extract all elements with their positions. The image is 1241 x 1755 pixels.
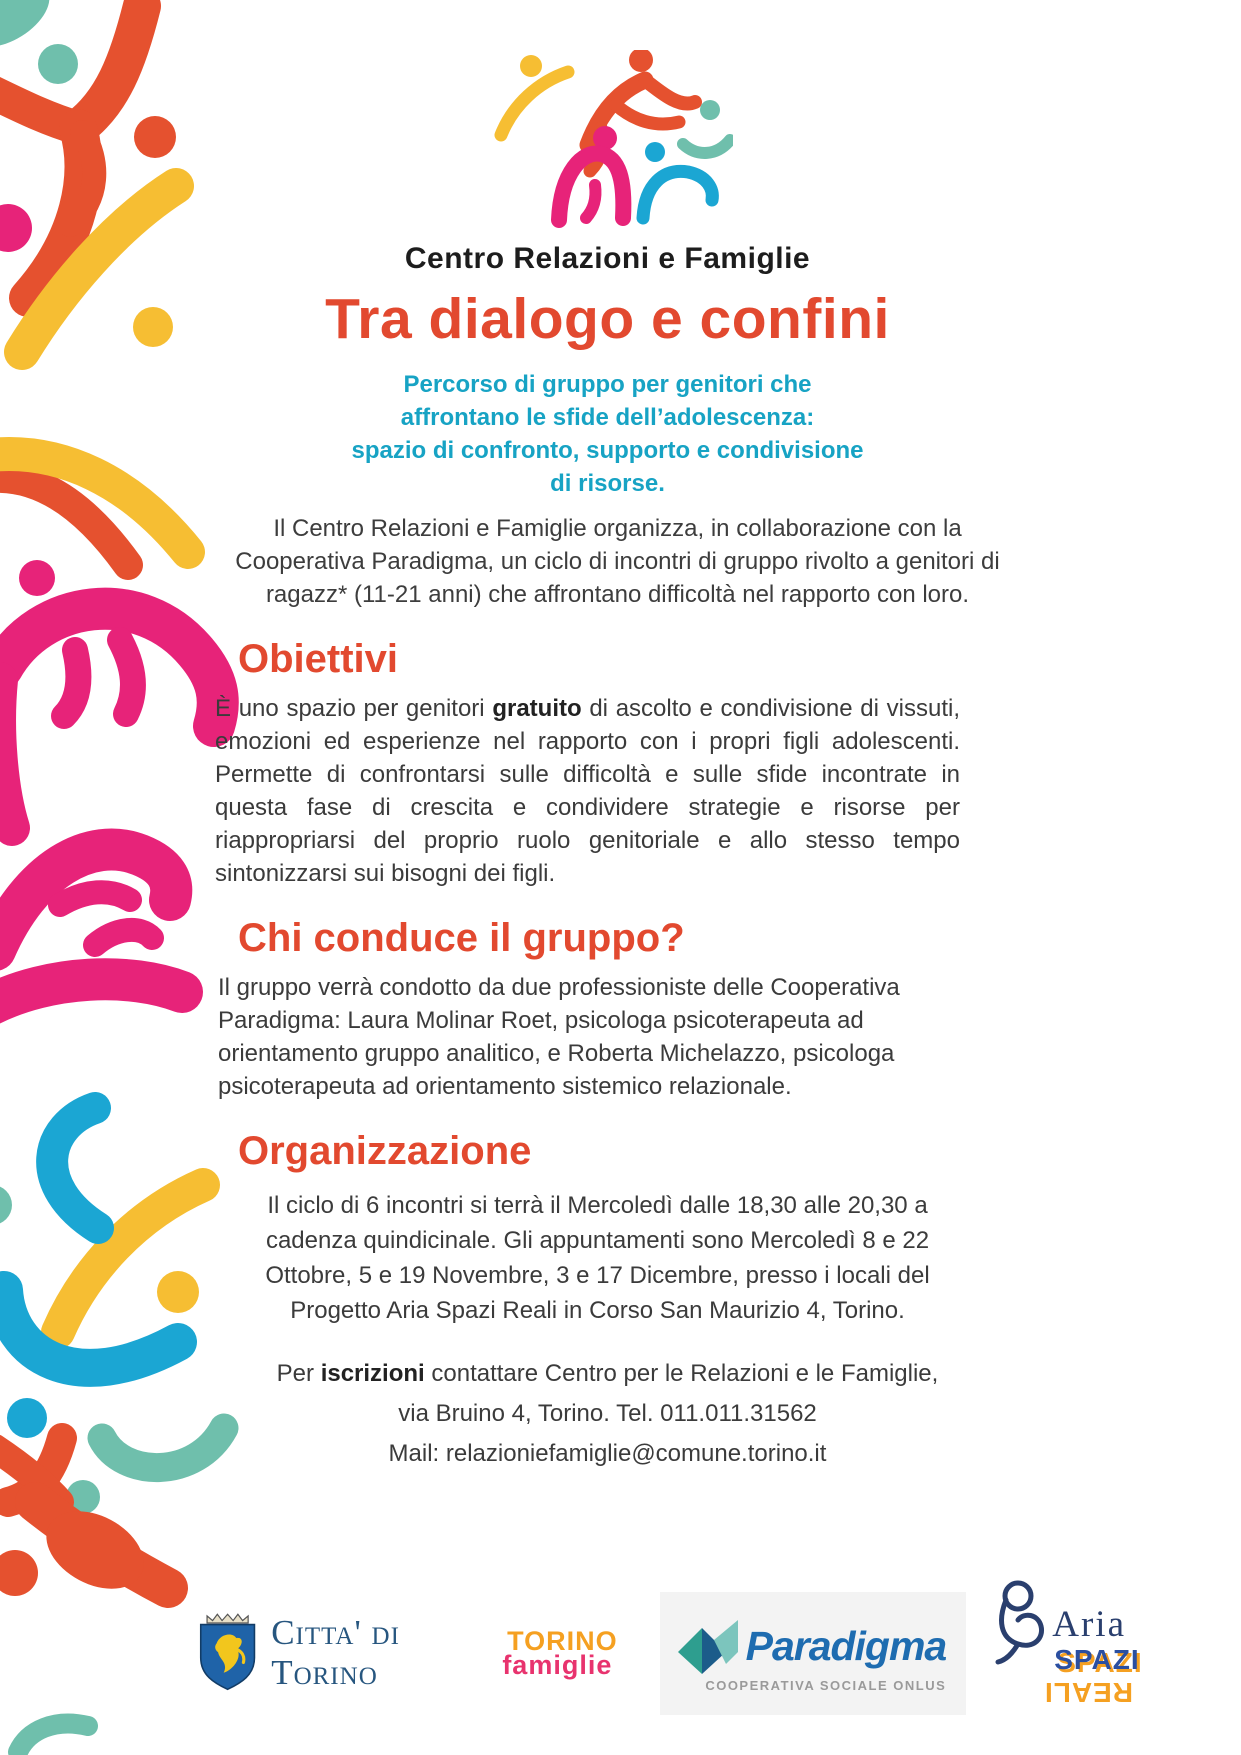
aria-reali-label: REALI (1044, 1677, 1134, 1708)
aria-swirl-icon (992, 1578, 1050, 1670)
subtitle-line: di risorse. (550, 470, 665, 497)
page-title: Tra dialogo e confini (325, 287, 890, 351)
centro-relazioni-logo (190, 50, 1025, 232)
contact-line1-bold: iscrizioni (320, 1360, 425, 1387)
partner-logos-row (196, 1578, 1140, 1728)
heading-chi-conduce: Chi conduce il gruppo? (238, 916, 685, 960)
subtitle-line: spazio di confronto, supporto e condivisione (351, 437, 864, 464)
torino-shield-icon (196, 1602, 259, 1704)
citta-di-torino-logo (196, 1602, 455, 1704)
paradigma-row (676, 1618, 947, 1676)
contact-phone-line: via Bruino 4, Torino. Tel. 011.011.31562 (398, 1400, 817, 1427)
contact-line-1 (190, 1354, 1025, 1394)
flyer-content (190, 0, 1025, 1474)
contact-line1-pre: Per (276, 1360, 321, 1387)
organizzazione-paragraph: Il ciclo di 6 incontri si terrà il Mercoledì dalle 18,30 alle 20,30 a cadenza quindicinale. Gli appuntamenti sono Mercoledì 8 e 22 Ottobre, 5 e 19 Novembre, 3 e 17 Dicembre, presso i locali del Progetto Aria Spazi Reali in Corso San Maurizio 4, Torino. (265, 1192, 930, 1324)
paradigma-subtitle: COOPERATIVA SOCIALE ONLUS (705, 1677, 947, 1693)
heading-organizzazione: Organizzazione (238, 1129, 532, 1173)
people-pictogram-icon (483, 50, 733, 230)
torino-famiglie-line2: famiglie (502, 1650, 613, 1680)
torino-famiglie-logo (502, 1626, 618, 1680)
org-name: Centro Relazioni e Famiglie (404, 242, 811, 275)
obiettivi-paragraph (190, 692, 1025, 890)
heading-obiettivi: Obiettivi (238, 637, 399, 681)
paradigma-logo (660, 1592, 967, 1715)
contact-email-line: Mail: relazioniefamiglie@comune.torino.it (388, 1440, 827, 1467)
obiettivi-text-pre: È uno spazio per genitori (215, 695, 493, 722)
citta-di-torino-label: Citta' di Torino (271, 1613, 400, 1692)
contact-line1-post: contattare Centro per le Relazioni e le Famiglie, (424, 1360, 939, 1387)
obiettivi-text-bold: gratuito (492, 695, 582, 722)
obiettivi-text-post: di ascolto e condivisione di vissuti, emozioni ed esperienze nel rapporto con i propri figli adolescenti. Permette di confrontarsi sulle difficoltà e sulle sfide incontrate in questa fase di crescita e condividere strategie e risorse per riappropriarsi del proprio ruolo genitoriale e allo stesso tempo sintonizzarsi sui bisogni dei figli. (215, 695, 960, 887)
subtitle (190, 368, 1025, 500)
intro-paragraph: Il Centro Relazioni e Famiglie organizza, in collaborazione con la Cooperativa Paradigma, un ciclo di incontri di gruppo rivolto a genitori di ragazz* (11-21 anni) che affrontano difficoltà nel rapporto con loro. (235, 515, 1000, 608)
paradigma-name: Paradigma (745, 1623, 947, 1669)
torino-famiglie-line1: TORINO (507, 1626, 618, 1656)
subtitle-line: affrontano le sfide dell’adolescenza: (400, 404, 815, 431)
paradigma-mark-icon (676, 1618, 740, 1676)
aria-spazi-label: SPAZI (1054, 1644, 1140, 1675)
contact-block (190, 1354, 1025, 1474)
aria-spazi-reali-logo (992, 1578, 1140, 1728)
chi-conduce-paragraph: Il gruppo verrà condotto da due professioniste delle Cooperativa Paradigma: Laura Molinar Roet, psicologa psicoterapeuta ad orientamento gruppo analitico, e Roberta Michelazzo, psicologa psicoterapeuta ad orientamento sistemico relazionale. (218, 974, 900, 1100)
subtitle-line: Percorso di gruppo per genitori che (403, 371, 812, 398)
aria-name: Aria (1052, 1603, 1126, 1645)
